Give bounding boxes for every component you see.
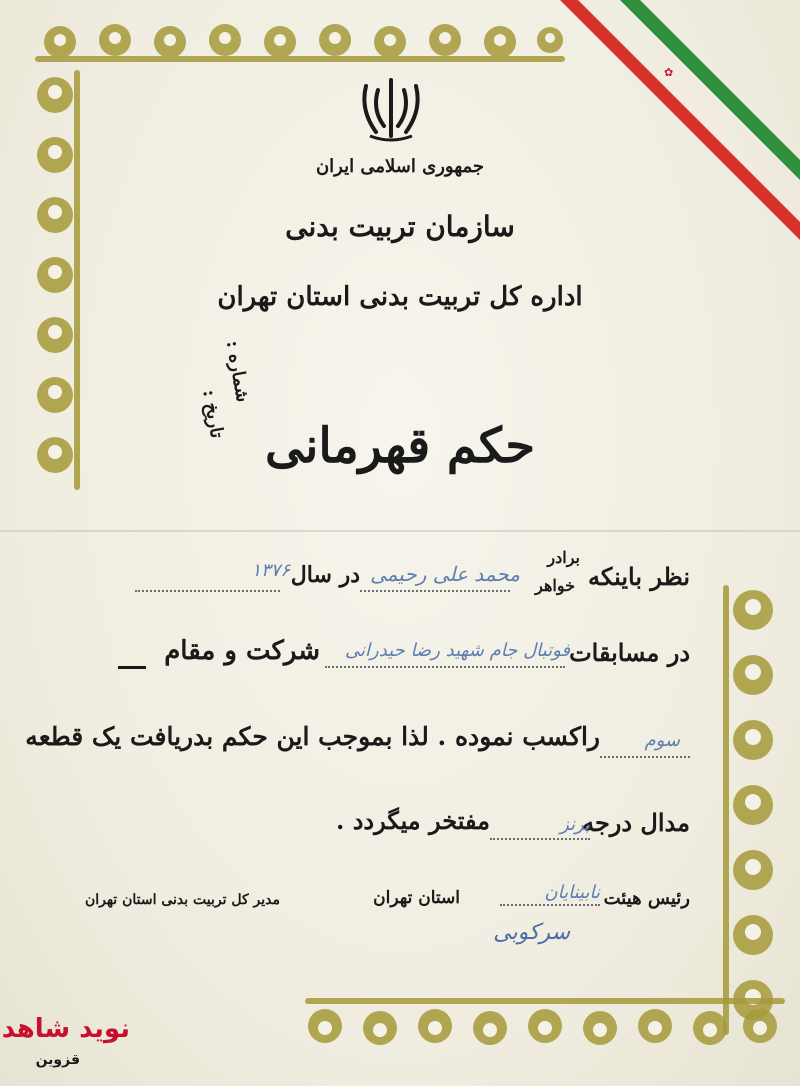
green-stripe bbox=[620, 0, 800, 180]
line2-participation: شرکت و مقام bbox=[164, 636, 320, 666]
director-label: مدیر کل تربیت بدنی استان تهران bbox=[84, 892, 280, 908]
header-line-2: سازمان تربیت بدنی bbox=[285, 210, 515, 243]
top-ornament bbox=[35, 20, 565, 80]
line3-dots bbox=[600, 756, 690, 758]
line4-end: مفتخر میگردد . bbox=[335, 806, 490, 835]
header-line-3: اداره کل تربیت بدنی استان تهران bbox=[217, 282, 583, 312]
date-label: تاریخ : bbox=[198, 388, 228, 440]
line4-grade: برنز bbox=[560, 814, 590, 835]
red-stripe bbox=[560, 0, 800, 240]
line4-medal: مدال درجه bbox=[582, 808, 690, 837]
certificate-title: حکم قهرمانی bbox=[264, 418, 536, 474]
line1-year: ۱۳۷۶ bbox=[251, 560, 290, 581]
line1-prefix: نظر باینکه bbox=[588, 562, 690, 591]
line2-competition-name: فوتبال جام شهید رضا حیدرانی bbox=[345, 640, 570, 661]
iran-emblem-icon bbox=[356, 76, 426, 144]
emblem-small-icon: ✿ bbox=[664, 66, 674, 79]
line1-brother: برادر bbox=[547, 548, 580, 567]
line2-dots bbox=[325, 666, 565, 668]
line3-rank: سوم bbox=[644, 730, 680, 751]
head-dots bbox=[500, 904, 600, 906]
line1-in-year: در سال bbox=[290, 562, 360, 588]
left-ornament bbox=[30, 70, 100, 490]
bottom-ornament bbox=[305, 990, 785, 1060]
head-value: نابینایان bbox=[544, 882, 600, 903]
handwritten-signature: سرکوبی bbox=[493, 920, 570, 945]
watermark-city: قزوین bbox=[35, 1052, 80, 1068]
line1-name-dots bbox=[360, 590, 510, 592]
flag-stripes bbox=[560, 0, 800, 260]
province-label: استان تهران bbox=[373, 888, 460, 908]
line4-dots bbox=[490, 838, 590, 840]
number-label: شماره : bbox=[221, 338, 254, 404]
line3-text: راکسب نموده . لذا بموجب این حکم بدریافت یک قطعه bbox=[25, 722, 600, 751]
paper-fold-line bbox=[0, 530, 800, 532]
right-ornament bbox=[705, 585, 785, 1035]
line1-year-dots bbox=[135, 590, 280, 592]
header-line-1: جمهوری اسلامی ایران bbox=[315, 156, 485, 177]
line1-sister: خواهر bbox=[535, 576, 575, 595]
line2-end-dash bbox=[118, 666, 146, 669]
head-label: رئیس هیئت bbox=[603, 888, 690, 909]
line2-in-competition: در مسابقات bbox=[569, 638, 690, 667]
watermark-brand: نوید شاهد bbox=[1, 1014, 130, 1044]
line1-name: محمد علی رحیمی bbox=[370, 562, 520, 586]
